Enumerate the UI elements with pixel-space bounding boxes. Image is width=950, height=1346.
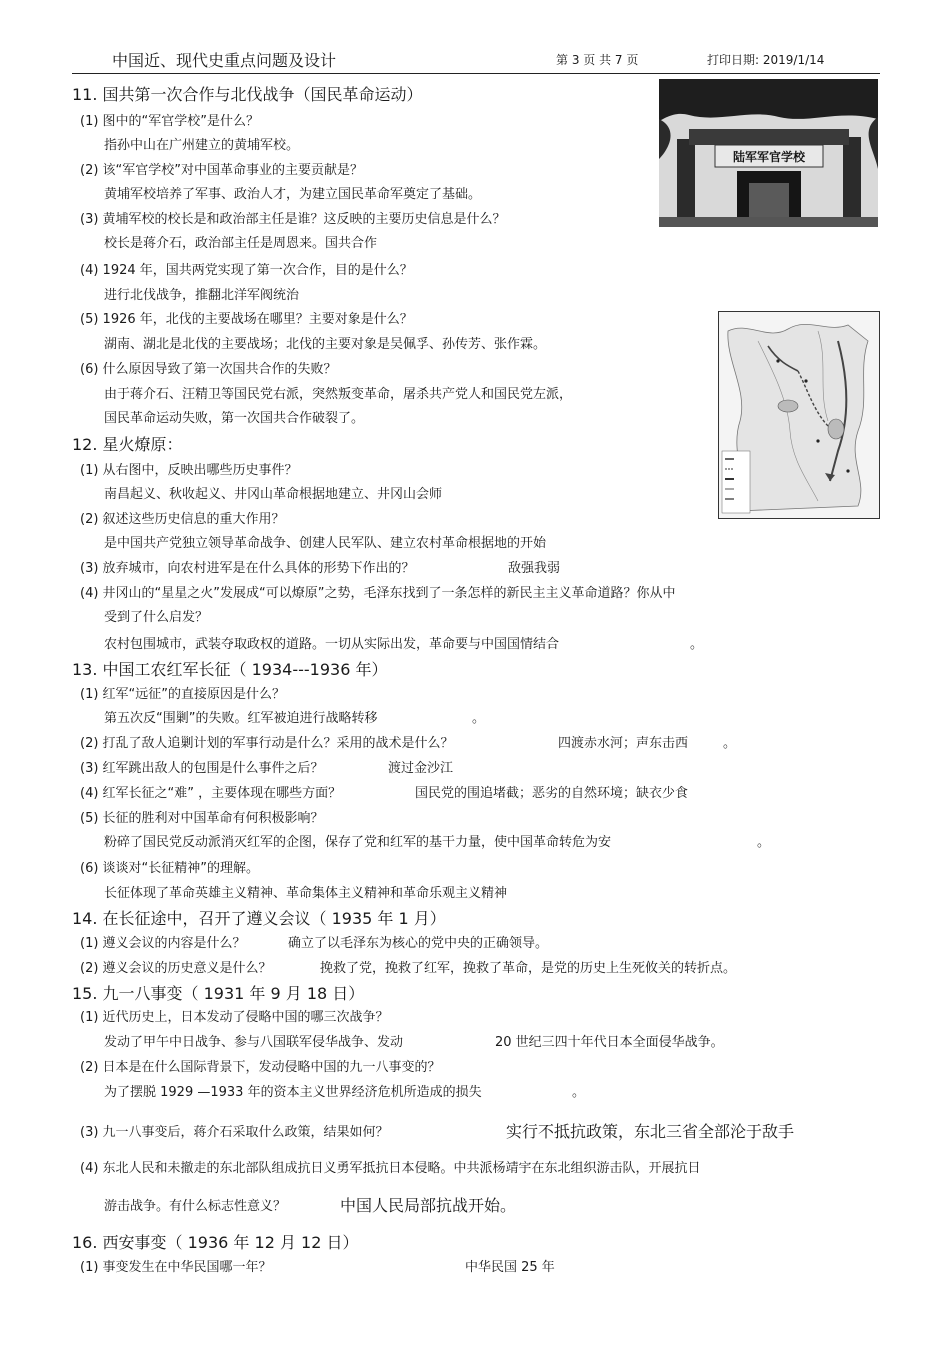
s13-answer-2: 四渡赤水河；声东击西 xyxy=(558,736,689,751)
s11-answer-1: 指孙中山在广州建立的黄埔军校。 xyxy=(104,138,300,153)
s13-answer-1: 第五次反“围剿”的失败。红军被迫进行战略转移 xyxy=(104,711,378,726)
section-12-title: 12. 星火燎原： xyxy=(72,435,183,454)
s13-answer-2-end: 。 xyxy=(723,736,737,751)
s11-question-6: (6) 什么原因导致了第一次国共合作的失败？ xyxy=(80,362,337,377)
document-title: 中国近、现代史重点问题及设计 xyxy=(112,51,337,70)
s12-question-1: (1) 从右图中，反映出哪些历史事件？ xyxy=(80,463,298,478)
s11-answer-4: 进行北伐战争，推翻北洋军阀统治 xyxy=(104,288,300,303)
section-15-title: 15. 九一八事变（ 1931 年 9 月 18 日） xyxy=(72,984,365,1003)
s15-question-2: (2) 日本是在什么国际背景下，发动侵略中国的九一八事变的？ xyxy=(80,1060,441,1075)
whampoa-academy-photo xyxy=(659,79,878,227)
s11-question-5: (5) 1926 年，北伐的主要战场在哪里？主要对象是什么？ xyxy=(80,312,413,327)
s14-question-1: (1) 遵义会议的内容是什么？ xyxy=(80,936,246,951)
s14-answer-1: 确立了以毛泽东为核心的党中央的正确领导。 xyxy=(288,936,549,951)
s15-answer-1a: 发动了甲午中日战争、参与八国联军侵华战争、发动 xyxy=(104,1035,404,1050)
jinggangshan-map xyxy=(718,311,880,519)
s15-question-1: (1) 近代历史上，日本发动了侵略中国的哪三次战争？ xyxy=(80,1010,389,1025)
s12-answer-1: 南昌起义、秋收起义、井冈山革命根据地建立、井冈山会师 xyxy=(104,487,443,502)
s13-answer-1-end: 。 xyxy=(472,711,486,726)
s12-question-4a: (4) 井冈山的“星星之火”发展成“可以燎原”之势，毛泽东找到了一条怎样的新民主主义革命道路？你从中 xyxy=(80,586,676,601)
section-16-title: 16. 西安事变（ 1936 年 12 月 12 日） xyxy=(72,1233,359,1252)
s15-answer-1b: 20 世纪三四十年代日本全面侵华战争。 xyxy=(495,1035,724,1050)
s13-answer-3: 渡过金沙江 xyxy=(388,761,454,776)
section-13-title: 13. 中国工农红军长征（ 1934---1936 年） xyxy=(72,660,388,679)
s13-answer-6: 长征体现了革命英雄主义精神、革命集体主义精神和革命乐观主义精神 xyxy=(104,886,508,901)
s11-question-3: (3) 黄埔军校的校长是和政治部主任是谁？这反映的主要历史信息是什么？ xyxy=(80,212,506,227)
s15-answer-3: 实行不抵抗政策，东北三省全部沦于敌手 xyxy=(506,1122,795,1141)
header-rule xyxy=(72,73,880,74)
page-number: 第 3 页 共 7 页 xyxy=(556,53,639,67)
s15-answer-4: 中国人民局部抗战开始。 xyxy=(340,1196,517,1215)
academy-sign-text: 陆军军官学校 xyxy=(732,150,806,164)
s12-question-3: (3) 放弃城市，向农村进军是在什么具体的形势下作出的？ xyxy=(80,561,415,576)
s13-question-2: (2) 打乱了敌人追剿计划的军事行动是什么？采用的战术是什么？ xyxy=(80,736,454,751)
s11-answer-5: 湖南、湖北是北伐的主要战场；北伐的主要对象是吴佩孚、孙传芳、张作霖。 xyxy=(104,337,547,352)
s13-question-4: (4) 红军长征之“难” ，主要体现在哪些方面？ xyxy=(80,786,342,801)
s11-question-1: (1) 图中的“军官学校”是什么？ xyxy=(80,114,260,129)
page-header xyxy=(0,48,950,74)
s12-answer-4: 农村包围城市，武装夺取政权的道路。一切从实际出发，革命要与中国国情结合 xyxy=(104,637,560,652)
section-11-title: 11. 国共第一次合作与北伐战争（国民革命运动） xyxy=(72,85,423,104)
s11-answer-2: 黄埔军校培养了军事、政治人才，为建立国民革命军奠定了基础。 xyxy=(104,187,482,202)
s15-question-4a: (4) 东北人民和未撤走的东北部队组成抗日义勇军抵抗日本侵略。中共派杨靖宇在东北组织游击队，开展抗日 xyxy=(80,1161,701,1176)
s12-answer-3: 敌强我弱 xyxy=(508,561,561,576)
s13-answer-5: 粉碎了国民党反动派消灭红军的企图，保存了党和红军的基干力量，使中国革命转危为安 xyxy=(104,835,612,850)
s15-answer-2-end: 。 xyxy=(572,1085,586,1100)
s13-question-1: (1) 红军“远征”的直接原因是什么？ xyxy=(80,687,286,702)
s13-question-6: (6) 谈谈对“长征精神”的理解。 xyxy=(80,861,260,876)
print-date: 打印日期: 2019/1/14 xyxy=(707,53,825,67)
s14-answer-2: 挽救了党，挽救了红军，挽救了革命，是党的历史上生死攸关的转折点。 xyxy=(320,961,737,976)
s11-question-2: (2) 该“军官学校”对中国革命事业的主要贡献是？ xyxy=(80,163,364,178)
s12-question-4b: 受到了什么启发？ xyxy=(104,610,209,625)
s11-answer-6b: 国民革命运动失败，第一次国共合作破裂了。 xyxy=(104,411,365,426)
s12-answer-4-end: 。 xyxy=(690,637,704,652)
s16-answer-1: 中华民国 25 年 xyxy=(465,1260,555,1275)
s13-question-3: (3) 红军跳出敌人的包围是什么事件之后？ xyxy=(80,761,324,776)
s11-question-4: (4) 1924 年，国共两党实现了第一次合作，目的是什么？ xyxy=(80,263,413,278)
s15-question-4b: 游击战争。有什么标志性意义？ xyxy=(104,1199,287,1214)
s12-answer-2: 是中国共产党独立领导革命战争、创建人民军队、建立农村革命根据地的开始 xyxy=(104,536,547,551)
section-14-title: 14. 在长征途中，召开了遵义会议（ 1935 年 1 月） xyxy=(72,909,446,928)
s12-question-2: (2) 叙述这些历史信息的重大作用？ xyxy=(80,512,285,527)
s16-question-1: (1) 事变发生在中华民国哪一年？ xyxy=(80,1260,272,1275)
s11-answer-6a: 由于蒋介石、汪精卫等国民党右派，突然叛变革命，屠杀共产党人和国民党左派， xyxy=(104,387,573,402)
s13-answer-4: 国民党的围追堵截；恶劣的自然环境；缺衣少食 xyxy=(415,786,689,801)
s15-answer-2: 为了摆脱 1929 —1933 年的资本主义世界经济危机所造成的损失 xyxy=(104,1085,482,1100)
s11-answer-3: 校长是蒋介石，政治部主任是周恩来。国共合作 xyxy=(104,236,378,251)
s13-answer-5-end: 。 xyxy=(757,835,771,850)
s13-question-5: (5) 长征的胜利对中国革命有何积极影响？ xyxy=(80,811,324,826)
s15-question-3: (3) 九一八事变后，蒋介石采取什么政策，结果如何？ xyxy=(80,1125,389,1140)
s14-question-2: (2) 遵义会议的历史意义是什么？ xyxy=(80,961,272,976)
